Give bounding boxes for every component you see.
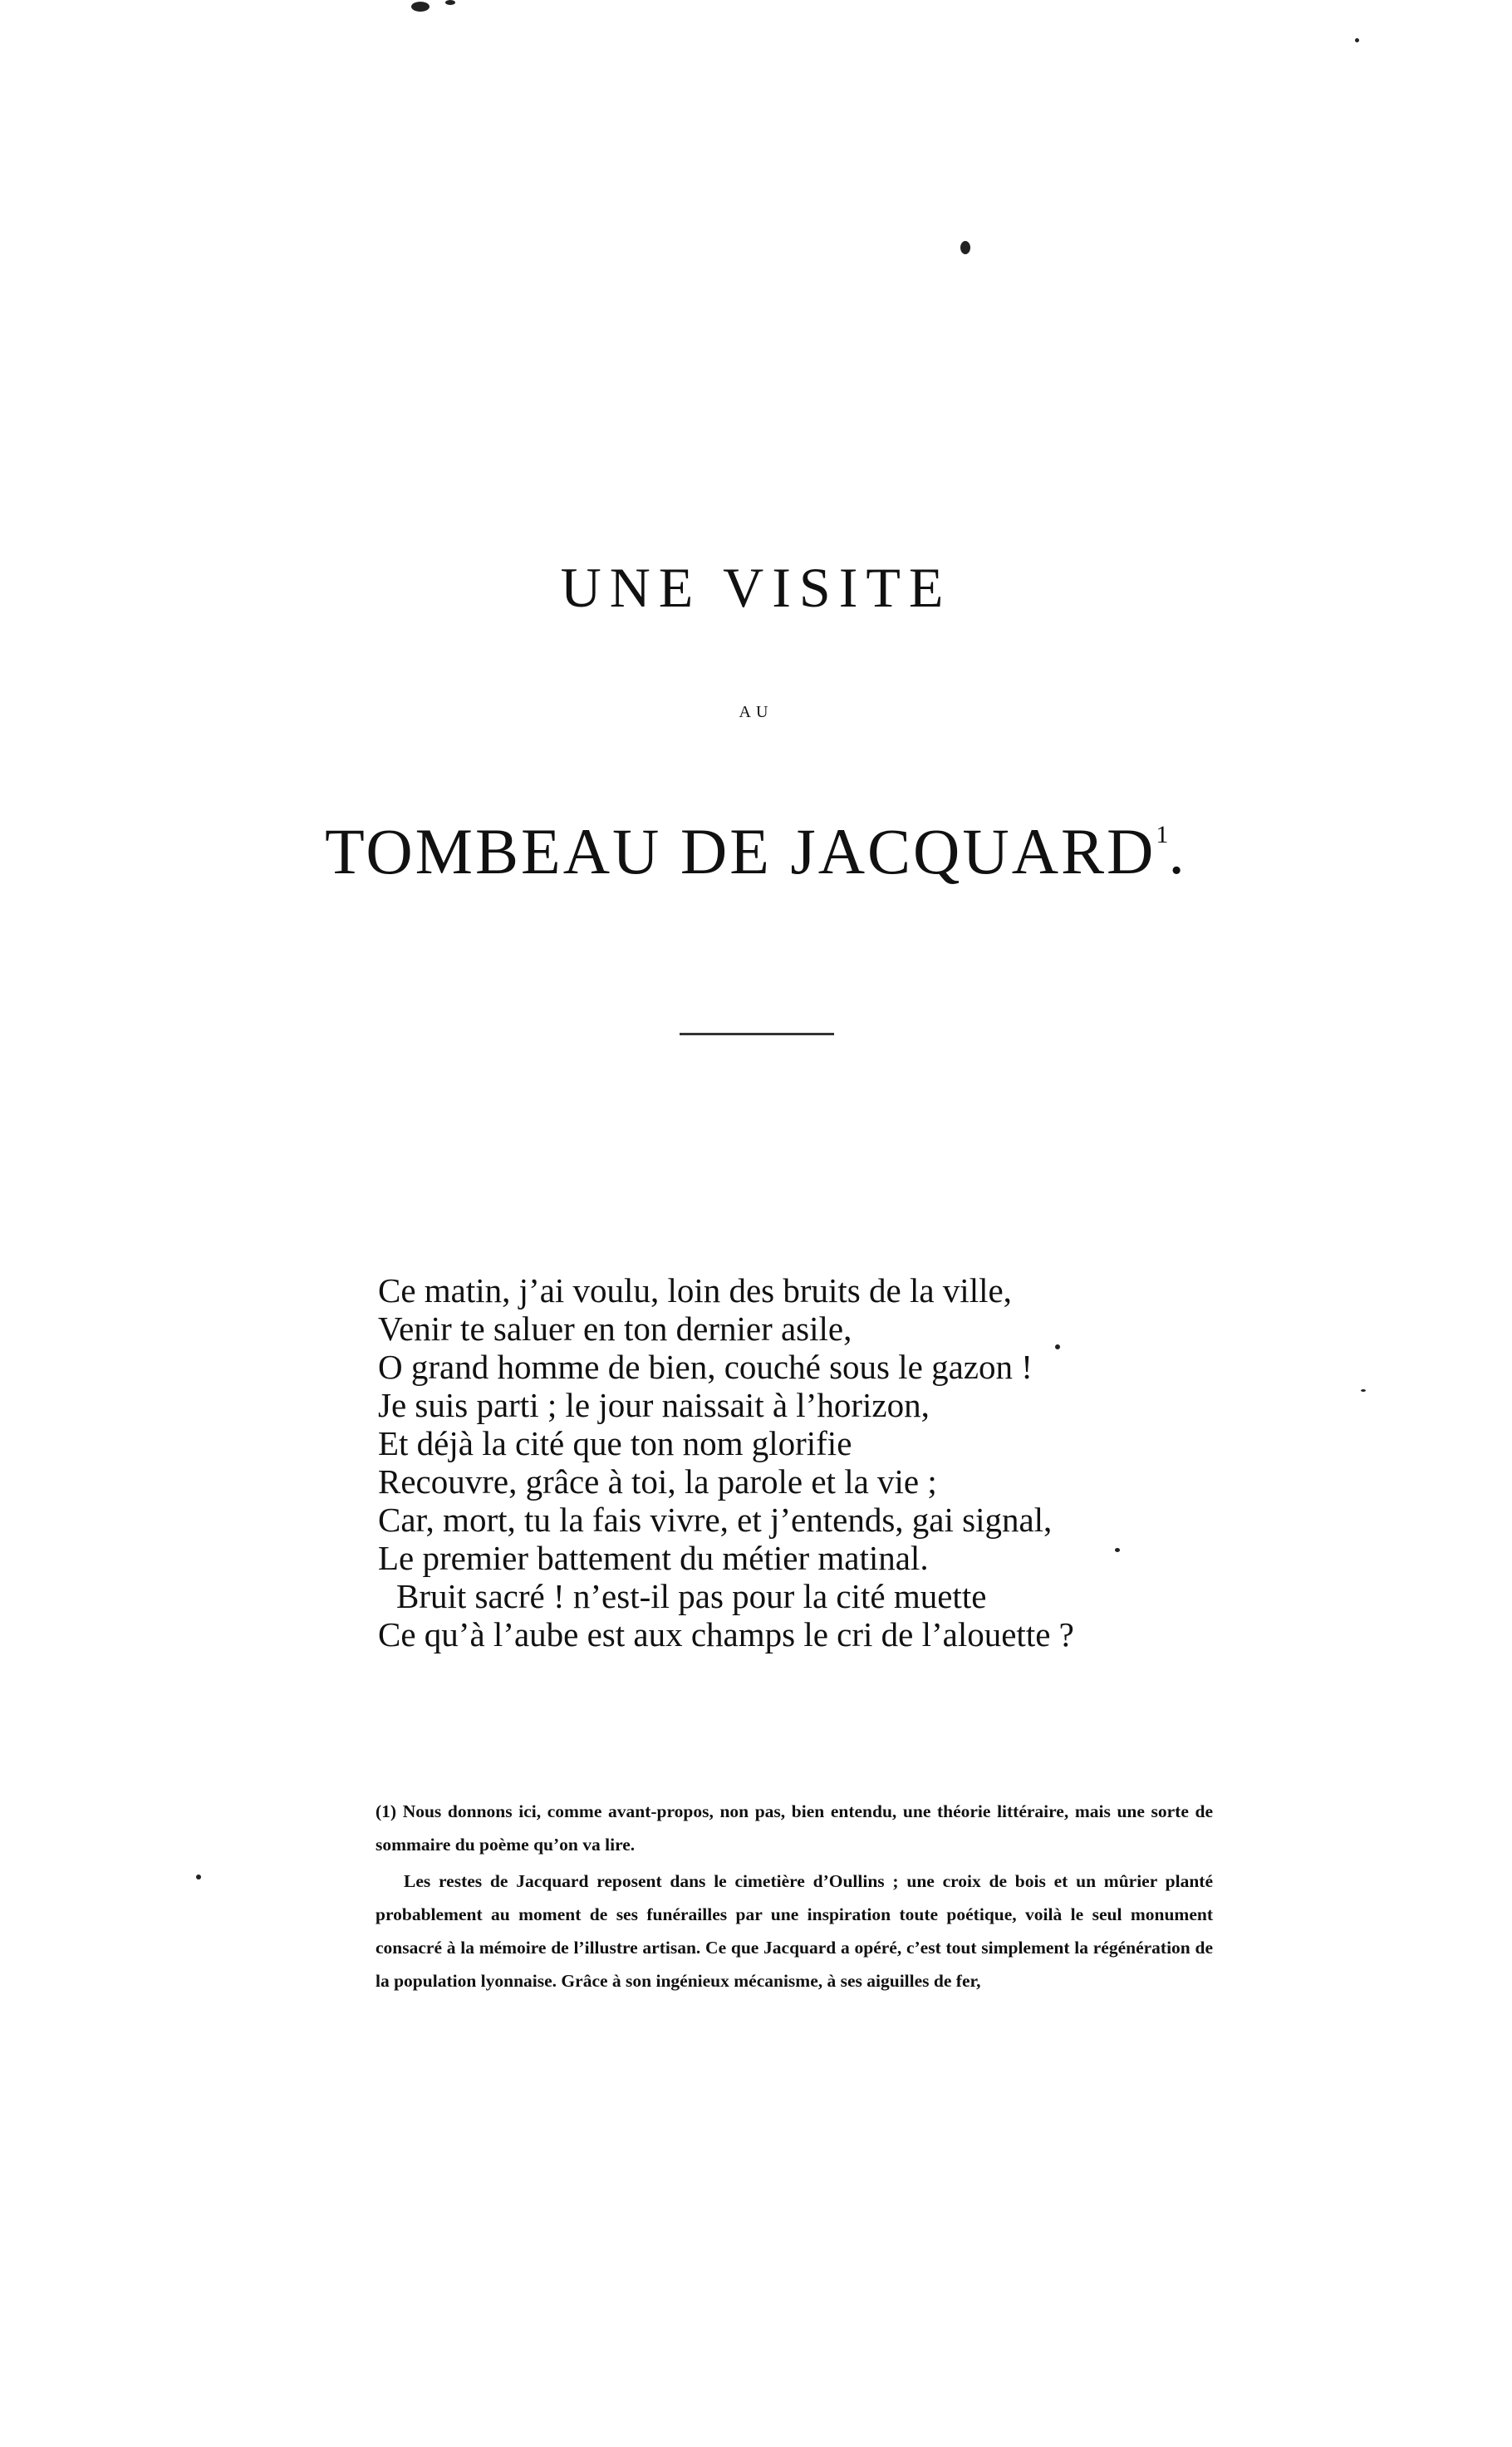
poem-line: Le premier battement du métier matinal. [378,1539,929,1577]
title-sub-end: . [1168,815,1187,887]
poem-line: Ce qu’à l’aube est aux champs le cri de l’alouette ? [378,1615,1074,1653]
poem-line: Je suis parti ; le jour naissait à l’horizon, [378,1386,930,1424]
title-main: UNE VISITE [560,556,952,619]
poem-line: Venir te saluer en ton dernier asile, [378,1309,852,1348]
title-sub [0,814,1512,889]
separator-rule [680,1033,834,1035]
title-sub-text: TOMBEAU DE JACQUARD [325,815,1156,887]
scan-speck [411,2,430,12]
footnote-text: Nous donnons ici, comme avant-propos, non pas, bien entendu, une théorie littéraire, mais une sorte de sommaire du poème qu’on va lire. [376,1801,1214,1855]
poem-line: O grand homme de bien, couché sous le gazon ! [378,1348,1033,1386]
footnote-reference-marker: 1 [1156,821,1169,848]
title-connector: AU [739,703,773,721]
poem-stanza [378,1271,1209,1653]
poem-line: Car, mort, tu la fais vivre, et j’entends, gai signal, [378,1501,1053,1539]
footnote-paragraph [376,1795,1213,1861]
footnote-marker: (1) [376,1801,397,1821]
poem-line: Ce matin, j’ai voulu, loin des bruits de la ville, [378,1271,1012,1309]
poem-line: Bruit sacré ! n’est-il pas pour la cité muette [396,1577,987,1615]
footnote [376,1795,1213,2001]
poem-line: Recouvre, grâce à toi, la parole et la vie ; [378,1462,937,1501]
scan-speck [960,241,970,254]
scan-speck [196,1875,201,1879]
scan-speck [1361,1389,1366,1392]
poem-line: Et déjà la cité que ton nom glorifie [378,1424,852,1462]
scan-speck [1355,38,1359,42]
scan-speck [445,0,455,5]
footnote-paragraph: Les restes de Jacquard reposent dans le cimetière d’Oullins ; une croix de bois et un mûrier planté probablement au moment de ses funérailles par une inspiration toute poétique, voilà le seul monument consacré à la mémoire de l’illustre artisan. Ce que Jacquard a opéré, c’est tout simplement la régénération de la population lyonnaise. Grâce à son ingénieux mécanisme, à ses aiguilles de fer, [376,1871,1213,1991]
